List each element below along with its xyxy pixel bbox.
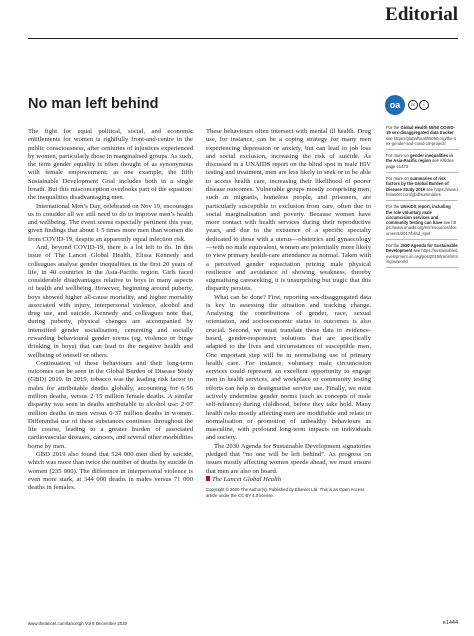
sidebar-notes bbox=[386, 125, 458, 271]
paragraph: Continuation of these behaviours and their long-term outcomes can be seen in the Global Burden of Disease Study (GBD) 2019. In 2019, tobacco was the leading risk factor in males for attributable deaths globally, accounting for 6·56 million deaths, versus 2·15 million female deaths. A similar disparity was seen in deaths attributable to alcohol use: 2·07 million deaths in men versus 0·37 million deaths in women. Differential use of these substances continues throughout the life course, leading to a greater burden of associated cardiovascular diseases, cancers, and several other morbidities borne by men. bbox=[28, 359, 193, 450]
by-icon: i bbox=[419, 100, 429, 110]
paragraph: And, beyond COVID-19, there is a lot left to do. In this issue of The Lancet Global Health, Elissa Kennedy and colleagues analyse gender inequalities in the first 20 years of life, in 40 countries in the Asia-Pacific region. Girls faced considerable disadvantages relative to boys in many aspects of health and wellbeing. However, beginning around puberty, boys showed higher all-cause mortality, and higher mortality associated with injury, interpersonal violence, alcohol and drug use, and suicide. Kennedy and colleagues note that, during puberty, physical changes are accompanied by intensified gender socialisation, cementing and socially rewarding behavioural gender norms (eg, violence or binge drinking in boys) that can lead to the negative health and wellbeing of oneself or others. bbox=[28, 243, 193, 359]
note-link[interactable]: https://globalhealth5050.org/the-sex-gender-and-covid-19-project/ bbox=[386, 135, 457, 146]
section-title: Editorial bbox=[385, 4, 458, 25]
sidebar-note: For the Global Health 50/50 COVID-19 sex-disaggregated data tracker see https://globalhealth5050.org/the-sex-gender-and-covid-19-project/ bbox=[386, 125, 458, 150]
header-divider bbox=[28, 38, 458, 39]
note-link[interactable]: https://sustainabledevelopment.un.org/post2015/transformingourworld bbox=[386, 248, 458, 264]
signature bbox=[206, 476, 371, 484]
note-link[interactable]: https://www.thelancet.com/gbd/summaries bbox=[386, 186, 458, 197]
article-column-left bbox=[28, 128, 193, 492]
paragraph: What can be done? First, reporting sex-disaggregated data is key in assessing the situation and tracking change. Analysing the contributions of gender, race, sexual orientation, and socioeconomic status to outcomes is also crucial. Second, we must translate these data to evidence-based, gender-responsive solutions that are specifically adapted to the lives and circumstances of susceptible men. One important step will be in normalising use of primary health care. For instance, voluntary male circumcision services could represent an excellent opportunity to engage men in health services, and workplace or community testing efforts can help to destigmatise service use. Finally, we must actively undermine gender norms (such as concepts of male self-reliance) during childhood, before they take hold. Many health risks mostly affecting men are modifiable and relate to normalisation or promotion of unhealthy behaviours as masculine, with profound long-term impacts on individuals and society. bbox=[206, 293, 371, 442]
paragraph: International Men’s Day, celebrated on Nov 19, encourages us to consider all we still need to do to improve men’s health and wellbeing. The event seems especially pertinent this year, given findings that about 1·5 times more men than women die from COVID-19, despite an apparently equal infection risk. bbox=[28, 202, 193, 243]
article-column-right bbox=[206, 128, 371, 498]
paragraph: These behaviours often intersect with mental ill health. Drug use, for instance, can be a coping strategy for many men experiencing depression or anxiety, but can lead to job loss and social exclusion, increasing the risk of suicide. As discussed in a UNAIDS report on the blind spot in male HIV testing and treatment, men are less likely to seek or to be able to access health care, increasing their likelihood of poorer disease outcomes. Vulnerable groups mostly comprising men, such as migrants, homeless people, and prisoners, are particularly susceptible to exclusion from care, often due to social marginalisation and poverty. Because women have more contact with health services during their reproductive years, and due to the existence of a specific specialty dedicated to those with a uterus—obstetrics and gynaecology—with no male equivalent, women are potentially more likely to view primary health-care attendance as normal. Taken with a perceived gender expectation prizing male physical resilience and avoidance of showing weakness, thereby stigmatising careseeking, it is unsurprising but tragic that this disparity persists. bbox=[206, 128, 371, 293]
sidebar-note: For more on gender inequalities in the Asia-Pacific region see Articles page e1473 bbox=[386, 153, 458, 173]
cc-icon: cc bbox=[408, 100, 418, 110]
copyright-note: Copyright © 2020 The Author(s). Published by Elsevier Ltd. This is an Open Access article under the CC BY 4.0 license. bbox=[206, 487, 365, 498]
page-number: e1444 bbox=[442, 620, 458, 626]
paragraph: The 2030 Agenda for Sustainable Development signatories pledged that “no one will be left behind”. As progress on issues mostly affecting women speeds ahead, we must ensure that men are also on board. bbox=[206, 442, 371, 475]
paragraph: The fight for equal political, social, and economic entitlements for women is rightfully front-and-centre in the public consciousness, after centuries of injustices experienced by women, particularly those in marginalised groups. As such, the term gender equality is often thought of as synonymous with female empowerment; as one example, the fifth Sustainable Development Goal includes both in a single breath. But this misconception overlooks part of the equation: the inequalities disadvantaging men. bbox=[28, 128, 193, 202]
sidebar-note: For more on summaries of risk factors by the Global Burden of Disease Study 2019 see https://www.thelancet.com/gbd/summaries bbox=[386, 176, 458, 201]
sidebar-note: For the 2030 Agenda for Sustainable Development see https://sustainabledevelopment.un.org/post2015/transformingourworld bbox=[386, 243, 458, 268]
article-title: No man left behind bbox=[28, 96, 159, 112]
cc-by-license-icon bbox=[408, 100, 430, 110]
signature-text: The Lancet Global Health bbox=[212, 475, 282, 483]
signature-marker bbox=[206, 476, 210, 481]
note-link[interactable]: https://www.unaids.org/en/resources/documents/2017/blind_spot bbox=[386, 220, 457, 236]
sidebar-note: For the UNAIDS report, including the role voluntary male circumcision services and community testing can have see https://www.unaids.org/en/resources/documents/2017/blind_spot bbox=[386, 204, 458, 240]
journal-footer: www.thelancet.com/lancetgh Vol 8 December 2020 bbox=[28, 621, 128, 626]
paragraph: GBD 2019 also found that 524 000 men died by suicide, which was more than twice the number of deaths by suicide in women (235 000). The difference in interpersonal violence is even more stark, at 344 000 deaths in males versus 71 000 deaths in females. bbox=[28, 450, 193, 492]
open-access-icon: oa bbox=[385, 95, 405, 115]
